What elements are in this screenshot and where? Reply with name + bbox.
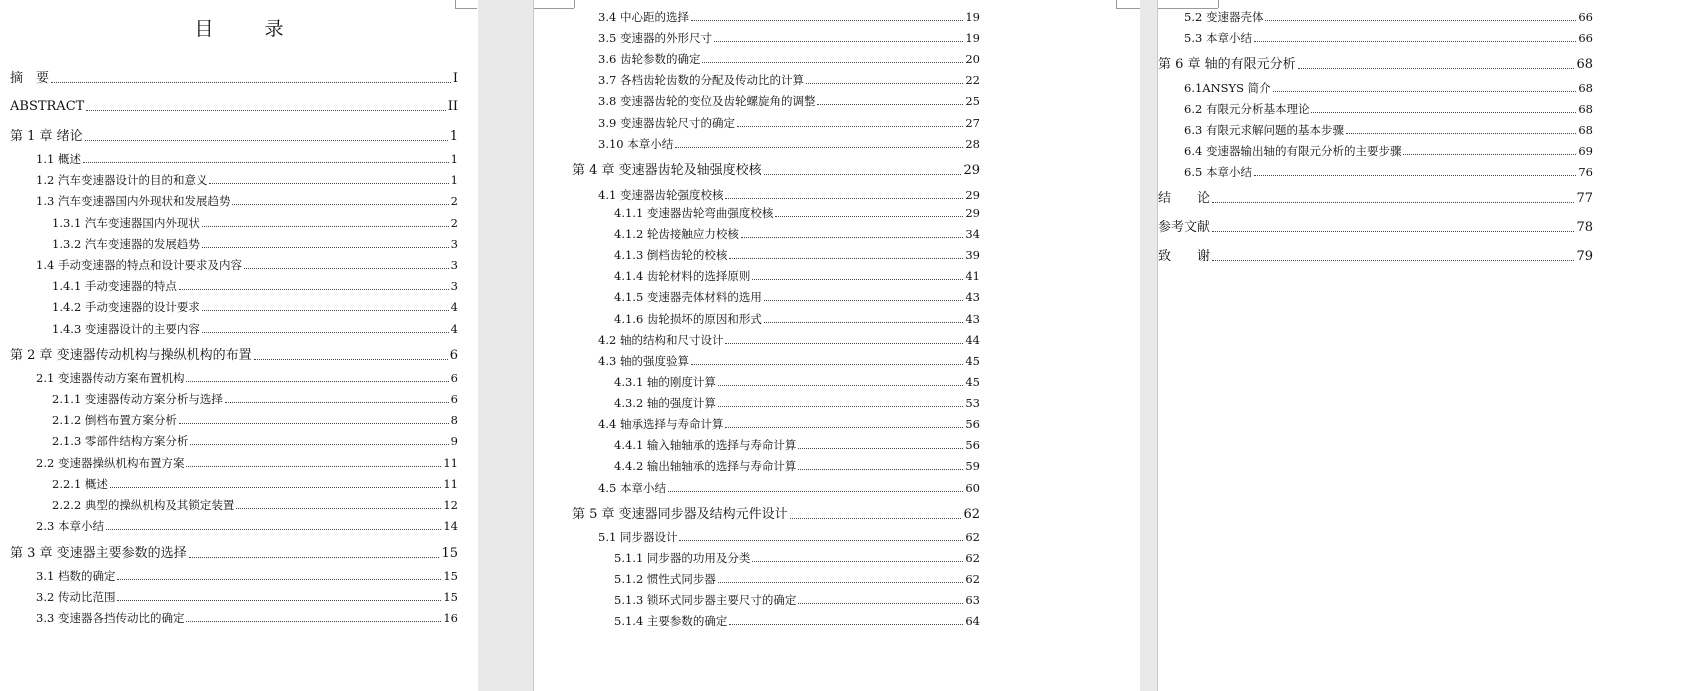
toc-section-entry xyxy=(36,519,458,533)
dot-leader xyxy=(691,19,963,21)
toc-entry-label: 结 论 xyxy=(1158,191,1211,206)
toc-page-number: 25 xyxy=(965,94,980,108)
toc-page-number: 9 xyxy=(450,434,458,448)
toc-entry-label: 3.3 变速器各挡传动比的确定 xyxy=(36,611,185,625)
toc-chapter-entry xyxy=(10,349,458,363)
toc-page-number: 59 xyxy=(965,459,980,473)
toc-page-number: 29 xyxy=(965,188,980,202)
toc-section-entry xyxy=(598,137,980,151)
toc-entry-label: 2.2.2 典型的操纵机构及其锁定装置 xyxy=(52,498,235,512)
toc-page-number: 62 xyxy=(965,572,980,586)
dot-leader xyxy=(83,161,449,163)
toc-page-number: 6 xyxy=(449,348,458,363)
toc-page-number: 34 xyxy=(965,227,980,241)
toc-section-entry xyxy=(614,248,980,262)
toc-entry-label: 3.9 变速器齿轮尺寸的确定 xyxy=(598,116,735,130)
toc-entry-label: 3.6 齿轮参数的确定 xyxy=(598,52,701,66)
toc-page-number: 1 xyxy=(450,152,458,166)
toc-section-entry xyxy=(598,94,980,108)
dot-leader xyxy=(209,182,448,184)
dot-leader xyxy=(202,331,449,333)
toc-section-entry xyxy=(598,52,980,66)
toc-section-entry xyxy=(52,498,458,512)
toc-section-entry xyxy=(598,10,980,24)
dot-leader xyxy=(1254,40,1576,42)
toc-section-entry xyxy=(52,279,458,293)
toc-section-entry xyxy=(36,194,458,208)
dot-leader xyxy=(798,447,963,449)
toc-section-entry xyxy=(1184,102,1593,116)
toc-entry-label: 4.3 轴的强度验算 xyxy=(598,354,689,368)
toc-page-number: 66 xyxy=(1578,31,1593,45)
dot-leader xyxy=(117,599,441,601)
toc-entry-label: 4.4.2 输出轴轴承的选择与寿命计算 xyxy=(614,459,797,473)
dot-leader xyxy=(798,468,963,470)
toc-page-number: 39 xyxy=(965,248,980,262)
toc-entry-label: 5.2 变速器壳体 xyxy=(1184,10,1264,24)
dot-leader xyxy=(817,103,963,105)
toc-entry-label: 1.1 概述 xyxy=(36,152,81,166)
dot-leader xyxy=(179,288,449,290)
toc-section-entry xyxy=(614,290,980,304)
dot-leader xyxy=(85,139,448,141)
toc-page-number: 15 xyxy=(443,569,458,583)
toc-page-number: 68 xyxy=(1578,102,1593,116)
toc-entry-label: 4.3.2 轴的强度计算 xyxy=(614,396,716,410)
toc-entry-label: 1.4 手动变速器的特点和设计要求及内容 xyxy=(36,258,242,272)
toc-chapter-entry xyxy=(1158,221,1593,235)
dot-leader xyxy=(790,517,962,519)
toc-entry-label: 第 2 章 变速器传动机构与操纵机构的布置 xyxy=(10,348,252,363)
toc-page-number: 29 xyxy=(963,163,980,178)
toc-entry-label: 2.2.1 概述 xyxy=(52,477,108,491)
toc-section-entry xyxy=(598,333,980,347)
toc-section-entry xyxy=(36,371,458,385)
toc-chapter-entry xyxy=(1158,192,1593,206)
dot-leader xyxy=(254,358,448,360)
toc-entry-label: 2.1.1 变速器传动方案分析与选择 xyxy=(52,392,223,406)
dot-leader xyxy=(202,225,449,227)
toc-chapter-entry xyxy=(1158,250,1593,264)
toc-page-number: 68 xyxy=(1578,123,1593,137)
toc-page-3 xyxy=(1158,0,1703,691)
toc-section-entry xyxy=(598,116,980,130)
toc-entry-label: 5.1 同步器设计 xyxy=(598,530,678,544)
toc-page-number: 8 xyxy=(450,413,458,427)
toc-page-number: 3 xyxy=(450,237,458,251)
dot-leader xyxy=(51,81,451,83)
toc-page-number: 1 xyxy=(449,129,458,144)
toc-entry-label: 第 6 章 轴的有限元分析 xyxy=(1158,57,1296,72)
toc-section-entry xyxy=(598,417,980,431)
toc-entry-label: 第 5 章 变速器同步器及结构元件设计 xyxy=(572,507,788,522)
dot-leader xyxy=(752,560,963,562)
toc-section-entry xyxy=(52,413,458,427)
toc-page-number: 22 xyxy=(965,73,980,87)
toc-section-entry xyxy=(614,375,980,389)
dot-leader xyxy=(232,203,448,205)
toc-section-entry xyxy=(614,459,980,473)
dot-leader xyxy=(1273,90,1577,92)
toc-entry-label: 3.4 中心距的选择 xyxy=(598,10,689,24)
toc-page-number: 68 xyxy=(1576,57,1593,72)
toc-entry-label: 3.7 各档齿轮齿数的分配及传动比的计算 xyxy=(598,73,804,87)
toc-entry-label: 5.1.4 主要参数的确定 xyxy=(614,614,728,628)
dot-leader xyxy=(764,321,963,323)
toc-entry-label: 1.3 汽车变速器国内外现状和发展趋势 xyxy=(36,194,231,208)
dot-leader xyxy=(729,257,963,259)
dot-leader xyxy=(675,146,963,148)
toc-entry-label: 3.10 本章小结 xyxy=(598,137,674,151)
dot-leader xyxy=(110,486,441,488)
toc-page-number: 60 xyxy=(965,481,980,495)
toc-section-entry xyxy=(598,354,980,368)
toc-entry-label: 4.1.5 变速器壳体材料的选用 xyxy=(614,290,762,304)
toc-entry-label: 2.1.2 倒档布置方案分析 xyxy=(52,413,177,427)
toc-page-number: 64 xyxy=(965,614,980,628)
toc-page-number: 62 xyxy=(965,530,980,544)
toc-entry-label: 4.1.1 变速器齿轮弯曲强度校核 xyxy=(614,206,774,220)
dot-leader xyxy=(86,109,445,111)
toc-section-entry xyxy=(1184,31,1593,45)
dot-leader xyxy=(186,380,448,382)
toc-page-number: 1 xyxy=(450,173,458,187)
toc-page-number: 2 xyxy=(450,194,458,208)
toc-page-number: 15 xyxy=(441,546,458,561)
toc-section-entry xyxy=(36,611,458,625)
toc-entry-label: 5.3 本章小结 xyxy=(1184,31,1252,45)
toc-entry-label: 4.4 轴承选择与寿命计算 xyxy=(598,417,724,431)
dot-leader xyxy=(202,246,449,248)
toc-section-entry xyxy=(598,73,980,87)
toc-section-entry xyxy=(36,456,458,470)
dot-leader xyxy=(1254,174,1576,176)
dot-leader xyxy=(741,236,963,238)
dot-leader xyxy=(189,556,440,558)
toc-page-number: 29 xyxy=(965,206,980,220)
toc-section-entry xyxy=(614,551,980,565)
toc-section-entry xyxy=(36,569,458,583)
toc-page-number: 43 xyxy=(965,312,980,326)
toc-entry-label: 5.1.3 锁环式同步器主要尺寸的确定 xyxy=(614,593,797,607)
dot-leader xyxy=(702,61,963,63)
dot-leader xyxy=(775,215,963,217)
toc-page-2 xyxy=(534,0,1140,691)
dot-leader xyxy=(1403,153,1576,155)
toc-chapter-entry xyxy=(10,100,458,114)
toc-chapter-entry xyxy=(572,508,980,522)
dot-leader xyxy=(729,623,963,625)
toc-section-entry xyxy=(614,593,980,607)
toc-entry-label: 1.4.3 变速器设计的主要内容 xyxy=(52,322,200,336)
toc-page-number: 12 xyxy=(443,498,458,512)
toc-page-number: 4 xyxy=(450,322,458,336)
toc-entry-label: 第 1 章 绪论 xyxy=(10,129,83,144)
toc-entry-label: 参考文献 xyxy=(1158,220,1211,235)
toc-entry-label: 1.4.1 手动变速器的特点 xyxy=(52,279,177,293)
toc-chapter-entry xyxy=(10,72,458,86)
toc-page-number: 62 xyxy=(963,507,980,522)
toc-entry-label: 6.4 变速器输出轴的有限元分析的主要步骤 xyxy=(1184,144,1402,158)
toc-page-number: 43 xyxy=(965,290,980,304)
toc-page-number: 16 xyxy=(443,611,458,625)
toc-section-entry xyxy=(52,216,458,230)
dot-leader xyxy=(244,267,449,269)
toc-page-number: 45 xyxy=(965,375,980,389)
dot-leader xyxy=(798,602,963,604)
toc-page-number: 3 xyxy=(450,258,458,272)
toc-page-number: 28 xyxy=(965,137,980,151)
toc-chapter-entry xyxy=(10,547,458,561)
toc-entry-label: 6.5 本章小结 xyxy=(1184,165,1252,179)
dot-leader xyxy=(106,528,441,530)
toc-page-number: 2 xyxy=(450,216,458,230)
toc-page-number: 6 xyxy=(450,392,458,406)
toc-page-number: 19 xyxy=(965,31,980,45)
toc-section-entry xyxy=(614,572,980,586)
toc-page-number: 66 xyxy=(1578,10,1593,24)
toc-page-number: 68 xyxy=(1578,81,1593,95)
dot-leader xyxy=(1346,132,1576,134)
toc-entry-label: 1.3.1 汽车变速器国内外现状 xyxy=(52,216,200,230)
toc-section-entry xyxy=(52,300,458,314)
toc-page-number: II xyxy=(447,99,458,114)
toc-section-entry xyxy=(598,530,980,544)
toc-page-number: 19 xyxy=(965,10,980,24)
dot-leader xyxy=(117,578,441,580)
toc-section-entry xyxy=(598,188,980,202)
dot-leader xyxy=(718,581,963,583)
dot-leader xyxy=(668,490,963,492)
toc-page-number: 76 xyxy=(1578,165,1593,179)
dot-leader xyxy=(186,620,441,622)
toc-title: 目 录 xyxy=(194,18,300,40)
dot-leader xyxy=(190,443,448,445)
toc-section-entry xyxy=(36,258,458,272)
toc-entry-label: 6.3 有限元求解问题的基本步骤 xyxy=(1184,123,1344,137)
toc-section-entry xyxy=(52,477,458,491)
toc-entry-label: 1.3.2 汽车变速器的发展趋势 xyxy=(52,237,200,251)
toc-section-entry xyxy=(36,152,458,166)
toc-entry-label: 5.1.1 同步器的功用及分类 xyxy=(614,551,751,565)
toc-section-entry xyxy=(1184,144,1593,158)
toc-page-number: 63 xyxy=(965,593,980,607)
dot-leader xyxy=(714,40,963,42)
toc-section-entry xyxy=(614,438,980,452)
toc-entry-label: 4.4.1 输入轴轴承的选择与寿命计算 xyxy=(614,438,797,452)
dot-leader xyxy=(752,278,963,280)
toc-section-entry xyxy=(598,31,980,45)
dot-leader xyxy=(236,507,441,509)
toc-entry-label: 6.2 有限元分析基本理论 xyxy=(1184,102,1310,116)
dot-leader xyxy=(225,401,449,403)
dot-leader xyxy=(737,125,963,127)
toc-page-number: 11 xyxy=(443,477,458,491)
toc-page-1 xyxy=(0,0,478,691)
toc-page-number: 79 xyxy=(1576,249,1593,264)
toc-page-number: 41 xyxy=(965,269,980,283)
dot-leader xyxy=(718,384,963,386)
dot-leader xyxy=(1298,67,1575,69)
toc-page-number: 6 xyxy=(450,371,458,385)
dot-leader xyxy=(1265,19,1576,21)
toc-page-number: I xyxy=(452,71,458,86)
dot-leader xyxy=(202,309,449,311)
toc-page-number: 78 xyxy=(1576,220,1593,235)
toc-entry-label: 第 3 章 变速器主要参数的选择 xyxy=(10,546,187,561)
toc-entry-label: 4.1.4 齿轮材料的选择原则 xyxy=(614,269,751,283)
toc-entry-label: 3.8 变速器齿轮的变位及齿轮螺旋角的调整 xyxy=(598,94,816,108)
toc-section-entry xyxy=(52,237,458,251)
toc-chapter-entry xyxy=(10,130,458,144)
toc-entry-label: 4.3.1 轴的刚度计算 xyxy=(614,375,716,389)
toc-entry-label: 5.1.2 惯性式同步器 xyxy=(614,572,716,586)
toc-page-number: 3 xyxy=(450,279,458,293)
dot-leader xyxy=(179,422,449,424)
toc-section-entry xyxy=(614,227,980,241)
toc-entry-label: 4.1.6 齿轮损坏的原因和形式 xyxy=(614,312,762,326)
toc-entry-label: 3.2 传动比范围 xyxy=(36,590,116,604)
toc-section-entry xyxy=(36,590,458,604)
toc-section-entry xyxy=(1184,81,1593,95)
toc-entry-label: 摘 要 xyxy=(10,71,50,86)
dot-leader xyxy=(806,82,963,84)
toc-entry-label: 4.2 轴的结构和尺寸设计 xyxy=(598,333,724,347)
dot-leader xyxy=(1311,111,1576,113)
toc-page-number: 56 xyxy=(965,417,980,431)
toc-entry-label: 2.3 本章小结 xyxy=(36,519,104,533)
dot-leader xyxy=(1212,259,1574,261)
toc-section-entry xyxy=(52,322,458,336)
toc-entry-label: 3.1 档数的确定 xyxy=(36,569,116,583)
toc-entry-label: 致 谢 xyxy=(1158,249,1211,264)
dot-leader xyxy=(725,197,963,199)
toc-section-entry xyxy=(1184,165,1593,179)
dot-leader xyxy=(718,405,963,407)
toc-page-number: 4 xyxy=(450,300,458,314)
toc-entry-label: 4.1.2 轮齿接触应力校核 xyxy=(614,227,739,241)
dot-leader xyxy=(186,465,441,467)
toc-entry-label: 4.1 变速器齿轮强度校核 xyxy=(598,188,724,202)
toc-chapter-entry xyxy=(572,164,980,178)
toc-entry-label: 4.1.3 倒档齿轮的校核 xyxy=(614,248,728,262)
toc-chapter-entry xyxy=(1158,58,1593,72)
toc-entry-label: ABSTRACT xyxy=(10,99,85,114)
toc-page-number: 69 xyxy=(1578,144,1593,158)
toc-section-entry xyxy=(52,392,458,406)
toc-page-number: 20 xyxy=(965,52,980,66)
toc-entry-label: 2.1.3 零部件结构方案分析 xyxy=(52,434,189,448)
toc-section-entry xyxy=(1184,123,1593,137)
toc-entry-label: 2.2 变速器操纵机构布置方案 xyxy=(36,456,185,470)
toc-entry-label: 1.2 汽车变速器设计的目的和意义 xyxy=(36,173,208,187)
toc-section-entry xyxy=(614,312,980,326)
toc-section-entry xyxy=(614,396,980,410)
toc-section-entry xyxy=(614,206,980,220)
toc-page-number: 45 xyxy=(965,354,980,368)
toc-entry-label: 6.1ANSYS 简介 xyxy=(1184,81,1271,95)
toc-entry-label: 2.1 变速器传动方案布置机构 xyxy=(36,371,185,385)
toc-page-number: 56 xyxy=(965,438,980,452)
toc-section-entry xyxy=(598,481,980,495)
toc-page-number: 27 xyxy=(965,116,980,130)
dot-leader xyxy=(764,173,962,175)
toc-section-entry xyxy=(614,614,980,628)
dot-leader xyxy=(764,299,963,301)
toc-section-entry xyxy=(52,434,458,448)
toc-page-number: 62 xyxy=(965,551,980,565)
toc-section-entry xyxy=(614,269,980,283)
toc-entry-label: 3.5 变速器的外形尺寸 xyxy=(598,31,712,45)
dot-leader xyxy=(1212,230,1574,232)
toc-page-number: 44 xyxy=(965,333,980,347)
toc-section-entry xyxy=(36,173,458,187)
toc-page-number: 11 xyxy=(443,456,458,470)
dot-leader xyxy=(691,363,963,365)
dot-leader xyxy=(1212,201,1574,203)
dot-leader xyxy=(725,426,963,428)
toc-page-number: 53 xyxy=(965,396,980,410)
dot-leader xyxy=(679,539,963,541)
dot-leader xyxy=(725,342,963,344)
toc-page-number: 77 xyxy=(1576,191,1593,206)
toc-entry-label: 第 4 章 变速器齿轮及轴强度校核 xyxy=(572,163,762,178)
toc-entry-label: 1.4.2 手动变速器的设计要求 xyxy=(52,300,200,314)
toc-page-number: 15 xyxy=(443,590,458,604)
toc-entry-label: 4.5 本章小结 xyxy=(598,481,666,495)
toc-page-number: 14 xyxy=(443,519,458,533)
toc-section-entry xyxy=(1184,10,1593,24)
